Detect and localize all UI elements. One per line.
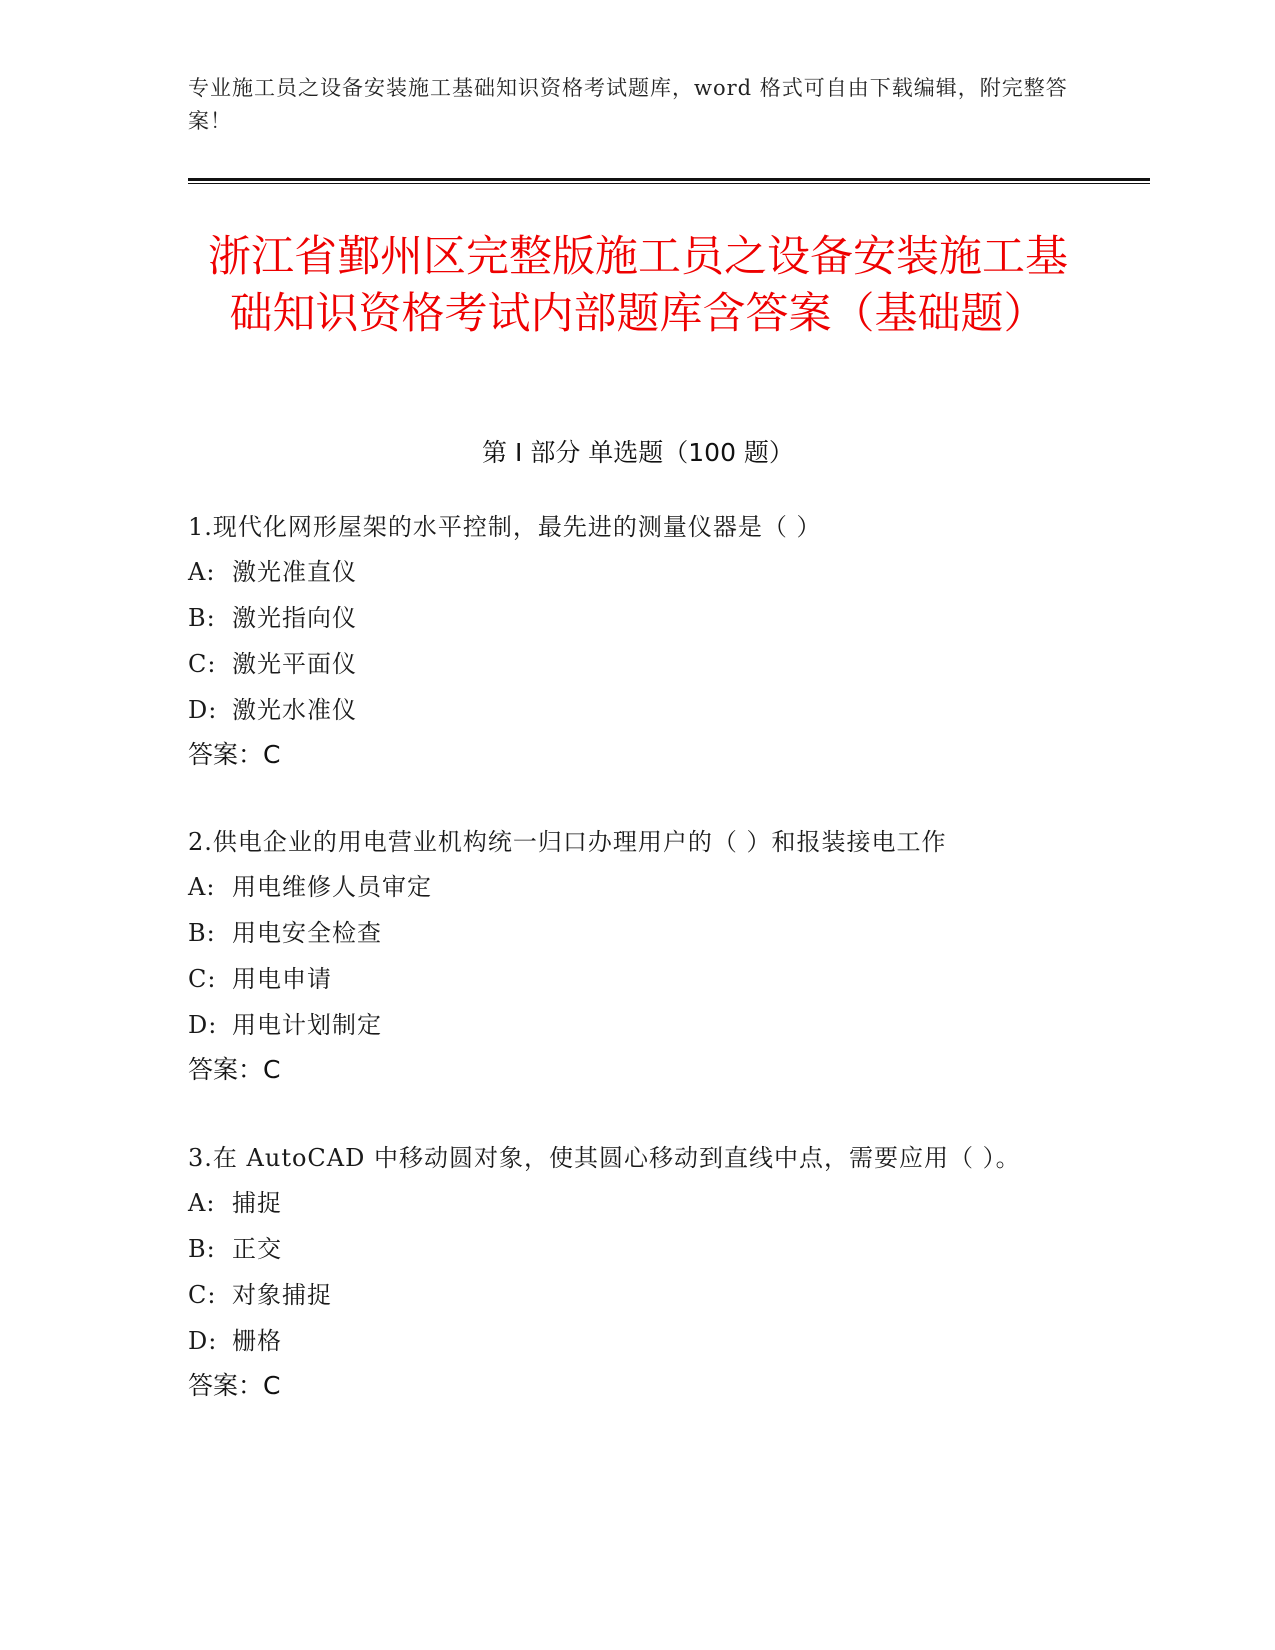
header-divider-thin <box>188 183 1150 184</box>
option-key: C: <box>188 965 217 993</box>
option-c <box>188 956 1088 1002</box>
question-2 <box>188 820 1088 1092</box>
option-c <box>188 641 1088 687</box>
answer-line: 答案：C <box>188 740 281 769</box>
option-key: D: <box>188 696 218 724</box>
section-heading: 第 I 部分 单选题（100 题） <box>482 438 794 467</box>
option-b <box>188 595 1088 641</box>
question-stem: 1.现代化网形屋架的水平控制，最先进的测量仪器是（ ） <box>188 513 822 541</box>
option-text: 用电维修人员审定 <box>232 873 432 901</box>
option-key: A: <box>188 558 216 586</box>
option-b <box>188 910 1088 956</box>
option-b <box>188 1226 1088 1272</box>
option-a <box>188 864 1088 910</box>
option-c <box>188 1272 1088 1318</box>
option-key: C: <box>188 650 217 678</box>
option-text: 用电安全检查 <box>232 919 382 947</box>
option-key: D: <box>188 1327 218 1355</box>
option-key: B: <box>188 919 216 947</box>
option-a <box>188 549 1088 595</box>
option-text: 激光指向仪 <box>232 604 357 632</box>
header-note: 专业施工员之设备安装施工基础知识资格考试题库，word 格式可自由下载编辑，附完整答案！ <box>188 76 1068 133</box>
option-d <box>188 1002 1088 1048</box>
header-divider-thick <box>188 178 1150 181</box>
option-d <box>188 687 1088 733</box>
option-key: A: <box>188 873 216 901</box>
option-text: 用电计划制定 <box>232 1011 382 1039</box>
option-d <box>188 1318 1088 1364</box>
option-text: 激光水准仪 <box>232 696 357 724</box>
option-text: 对象捕捉 <box>232 1281 332 1309</box>
document-title: 浙江省鄞州区完整版施工员之设备安装施工基础知识资格考试内部题库含答案（基础题） <box>208 232 1068 339</box>
option-key: B: <box>188 1235 216 1263</box>
question-stem: 2.供电企业的用电营业机构统一归口办理用户的（ ）和报装接电工作 <box>188 828 947 856</box>
option-text: 捕捉 <box>232 1189 282 1217</box>
question-3 <box>188 1136 1088 1408</box>
option-text: 栅格 <box>232 1327 282 1355</box>
option-text: 用电申请 <box>232 965 332 993</box>
option-a <box>188 1180 1088 1226</box>
option-text: 激光准直仪 <box>232 558 357 586</box>
question-1 <box>188 505 1088 777</box>
option-text: 正交 <box>232 1235 282 1263</box>
option-key: A: <box>188 1189 216 1217</box>
option-text: 激光平面仪 <box>232 650 357 678</box>
option-key: C: <box>188 1281 217 1309</box>
answer-line: 答案：C <box>188 1055 281 1084</box>
option-key: D: <box>188 1011 218 1039</box>
answer-line: 答案：C <box>188 1371 281 1400</box>
question-stem: 3.在 AutoCAD 中移动圆对象，使其圆心移动到直线中点，需要应用（ ）。 <box>188 1144 1021 1172</box>
option-key: B: <box>188 604 216 632</box>
